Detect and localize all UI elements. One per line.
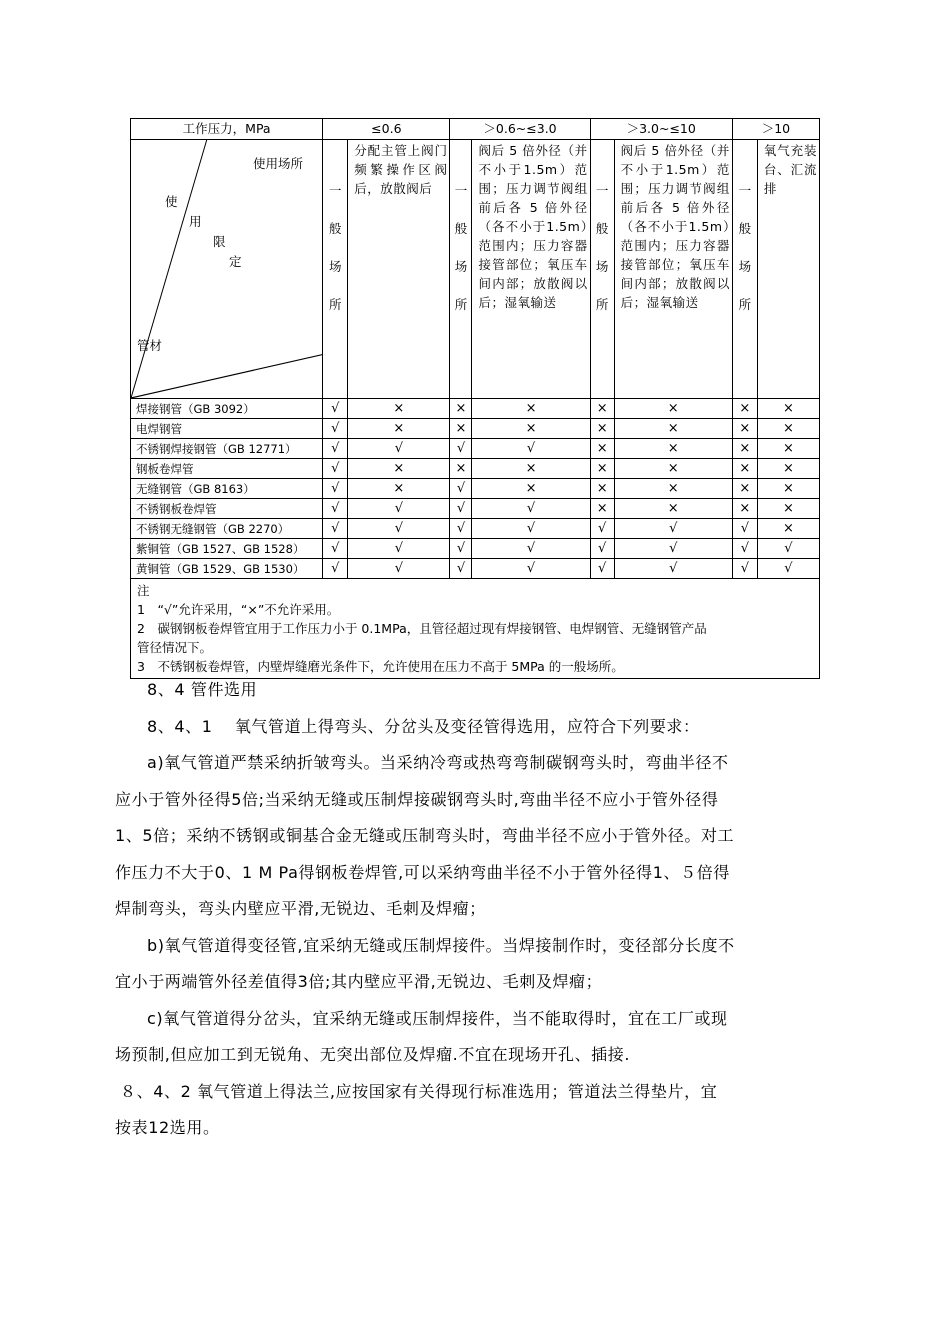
permission-mark: √ xyxy=(590,519,614,539)
permission-mark: √ xyxy=(323,399,348,419)
permission-mark: × xyxy=(590,499,614,519)
permission-mark: × xyxy=(472,399,590,419)
permission-mark: × xyxy=(348,479,450,499)
permission-mark: √ xyxy=(757,559,819,579)
permission-mark: √ xyxy=(450,519,472,539)
clause-8-4-2-line-2: 按表12选用。 xyxy=(115,1118,220,1137)
permission-mark: √ xyxy=(323,459,348,479)
permission-mark: √ xyxy=(732,539,757,559)
material-row xyxy=(131,539,820,559)
permission-mark: × xyxy=(757,419,819,439)
note-heading: 注 xyxy=(137,583,150,598)
notes-cell xyxy=(131,579,820,679)
permission-mark: × xyxy=(590,399,614,419)
note-3: 3 不锈钢板卷焊管，内壁焊缝磨光条件下，允许使用在压力不高于 5MPa 的一般场所。 xyxy=(137,659,624,674)
material-label: 管材 xyxy=(137,338,163,353)
material-row xyxy=(131,419,820,439)
permission-mark: √ xyxy=(323,499,348,519)
material-name: 紫铜管（GB 1527、GB 1528） xyxy=(131,539,323,559)
material-row xyxy=(131,559,820,579)
permission-mark: √ xyxy=(614,519,732,539)
permission-mark: × xyxy=(757,519,819,539)
permission-mark: √ xyxy=(323,479,348,499)
permission-mark: √ xyxy=(450,539,472,559)
permission-mark: × xyxy=(348,399,450,419)
diag-char-4: 定 xyxy=(229,254,242,269)
clause-c-line-2: 场预制,但应加工到无锐角、无突出部位及焊瘤.不宜在现场开孔、插接. xyxy=(115,1045,631,1064)
permission-mark: √ xyxy=(732,519,757,539)
permission-mark: × xyxy=(614,419,732,439)
material-name: 不锈钢板卷焊管 xyxy=(131,499,323,519)
clause-a-line-5: 焊制弯头，弯头内壁应平滑,无锐边、毛刺及焊瘤； xyxy=(115,899,486,918)
permission-mark: × xyxy=(614,459,732,479)
permission-mark: √ xyxy=(323,539,348,559)
permission-mark: √ xyxy=(323,419,348,439)
permission-mark: √ xyxy=(732,559,757,579)
permission-mark: √ xyxy=(757,539,819,559)
general-place-4: 一 般 场 所 xyxy=(732,140,757,399)
permission-mark: √ xyxy=(450,439,472,459)
material-row xyxy=(131,459,820,479)
material-name: 不锈钢无缝钢管（GB 2270） xyxy=(131,519,323,539)
material-name: 钢板卷焊管 xyxy=(131,459,323,479)
place-desc-4: 氧气充装台、汇流排 xyxy=(757,140,819,399)
permission-mark: √ xyxy=(348,539,450,559)
permission-mark: × xyxy=(757,499,819,519)
material-name: 黄铜管（GB 1529、GB 1530） xyxy=(131,559,323,579)
permission-mark: × xyxy=(348,459,450,479)
diagonal-header-cell xyxy=(131,140,323,399)
permission-mark: √ xyxy=(472,499,590,519)
permission-mark: × xyxy=(590,479,614,499)
clause-b-line-1: b)氧气管道得变径管,宜采纳无缝或压制焊接件。当焊接制作时，变径部分长度不 xyxy=(147,935,735,955)
material-row xyxy=(131,479,820,499)
permission-mark: × xyxy=(472,479,590,499)
clause-8-4-1: 8、4、1 氧气管道上得弯头、分岔头及变径管得选用，应符合下列要求： xyxy=(147,716,700,736)
clause-a-line-1: a)氧气管道严禁采纳折皱弯头。当采纳冷弯或热弯弯制碳钢弯头时，弯曲半径不 xyxy=(147,753,729,772)
section-heading-8-4: 8、4 管件选用 xyxy=(147,680,258,699)
permission-mark: × xyxy=(732,439,757,459)
permission-mark: √ xyxy=(472,539,590,559)
usage-place-row xyxy=(131,140,820,399)
pressure-range-3: ＞3.0~≤10 xyxy=(590,119,732,140)
clause-a-line-2: 应小于管外径得5倍;当采纳无缝或压制焊接碳钢弯头时,弯曲半径不应小于管外径得 xyxy=(115,789,719,809)
permission-mark: √ xyxy=(590,539,614,559)
usage-place-label: 使用场所 xyxy=(253,156,304,171)
permission-mark: √ xyxy=(472,559,590,579)
material-row xyxy=(131,399,820,419)
permission-mark: √ xyxy=(323,559,348,579)
permission-mark: × xyxy=(348,419,450,439)
permission-mark: × xyxy=(732,459,757,479)
permission-mark: √ xyxy=(472,439,590,459)
note-2-cont: 管径情况下。 xyxy=(137,640,213,655)
permission-mark: × xyxy=(472,459,590,479)
clause-b-line-2: 宜小于两端管外径差值得3倍;其内壁应平滑,无锐边、毛刺及焊瘤； xyxy=(115,972,603,991)
permission-mark: √ xyxy=(348,559,450,579)
material-selection-table xyxy=(130,118,820,679)
pressure-range-1: ≤0.6 xyxy=(323,119,450,140)
permission-mark: × xyxy=(590,459,614,479)
permission-mark: × xyxy=(732,419,757,439)
material-name: 不锈钢焊接钢管（GB 12771） xyxy=(131,439,323,459)
clause-c-line-1: c)氧气管道得分岔头，宜采纳无缝或压制焊接件，当不能取得时，宜在工厂或现 xyxy=(147,1008,728,1028)
place-desc-1: 分配主管上阀门频繁操作区阀后，放散阀后 xyxy=(348,140,450,399)
material-row xyxy=(131,439,820,459)
permission-mark: × xyxy=(757,439,819,459)
permission-mark: × xyxy=(732,499,757,519)
material-rows xyxy=(131,399,820,579)
permission-mark: × xyxy=(614,499,732,519)
pressure-range-4: ＞10 xyxy=(732,119,819,140)
permission-mark: √ xyxy=(450,479,472,499)
permission-mark: √ xyxy=(348,519,450,539)
place-desc-2: 阀后 5 倍外径（并不小于1.5m）范围；压力调节阀组前后各 5 倍外径（各不小于1.5m）范围内；压力容器接管部位；氧压车间内部；放散阀以后；湿氧输送 xyxy=(472,140,590,399)
permission-mark: √ xyxy=(472,519,590,539)
permission-mark: × xyxy=(757,459,819,479)
permission-mark: × xyxy=(614,439,732,459)
permission-mark: √ xyxy=(450,559,472,579)
permission-mark: √ xyxy=(348,499,450,519)
permission-mark: × xyxy=(614,399,732,419)
permission-mark: √ xyxy=(450,499,472,519)
material-name: 电焊钢管 xyxy=(131,419,323,439)
diagonal-lines xyxy=(131,140,322,398)
permission-mark: √ xyxy=(614,539,732,559)
clause-a-line-3: 1、5倍；采纳不锈钢或铜基合金无缝或压制弯头时，弯曲半径不应小于管外径。对工 xyxy=(115,826,735,845)
permission-mark: × xyxy=(590,439,614,459)
material-name: 焊接钢管（GB 3092） xyxy=(131,399,323,419)
pressure-label: 工作压力，MPa xyxy=(131,119,323,140)
general-place-2: 一 般 场 所 xyxy=(450,140,472,399)
permission-mark: √ xyxy=(323,439,348,459)
place-desc-3: 阀后 5 倍外径（并不小于1.5m）范围；压力调节阀组前后各 5 倍外径（各不小于1.5m）范围内；压力容器接管部位；氧压车间内部；放散阀以后；湿氧输送 xyxy=(614,140,732,399)
permission-mark: × xyxy=(732,479,757,499)
permission-mark: × xyxy=(472,419,590,439)
permission-mark: √ xyxy=(323,519,348,539)
body-text xyxy=(115,672,825,1147)
clause-a-line-4: 作压力不大于0、1 M Pa得钢板卷焊管,可以采纳弯曲半径不小于管外径得1、５倍得 xyxy=(115,862,730,882)
note-1: 1 “√”允许采用，“×”不允许采用。 xyxy=(137,602,340,617)
permission-mark: × xyxy=(732,399,757,419)
permission-mark: × xyxy=(614,479,732,499)
clause-8-4-2-line-1: ８、4、2 氧气管道上得法兰,应按国家有关得现行标准选用；管道法兰得垫片，宜 xyxy=(120,1081,718,1101)
permission-mark: √ xyxy=(614,559,732,579)
permission-mark: × xyxy=(450,419,472,439)
material-row xyxy=(131,499,820,519)
permission-mark: × xyxy=(757,399,819,419)
pressure-header-row xyxy=(131,119,820,140)
diag-char-2: 用 xyxy=(189,214,202,229)
note-2: 2 碳钢钢板卷焊管宜用于工作压力小于 0.1MPa，且管径超过现有焊接钢管、电焊钢管、无缝钢管产品 xyxy=(137,621,707,636)
material-row xyxy=(131,519,820,539)
pressure-range-2: ＞0.6~≤3.0 xyxy=(450,119,590,140)
permission-mark: √ xyxy=(590,559,614,579)
permission-mark: √ xyxy=(348,439,450,459)
diag-char-1: 使 xyxy=(165,194,178,209)
notes-row xyxy=(131,579,820,679)
permission-mark: × xyxy=(590,419,614,439)
permission-mark: × xyxy=(757,479,819,499)
diag-char-3: 限 xyxy=(213,234,226,249)
permission-mark: × xyxy=(450,459,472,479)
material-name: 无缝钢管（GB 8163） xyxy=(131,479,323,499)
permission-mark: × xyxy=(450,399,472,419)
general-place-3: 一 般 场 所 xyxy=(590,140,614,399)
general-place-1: 一 般 场 所 xyxy=(323,140,348,399)
